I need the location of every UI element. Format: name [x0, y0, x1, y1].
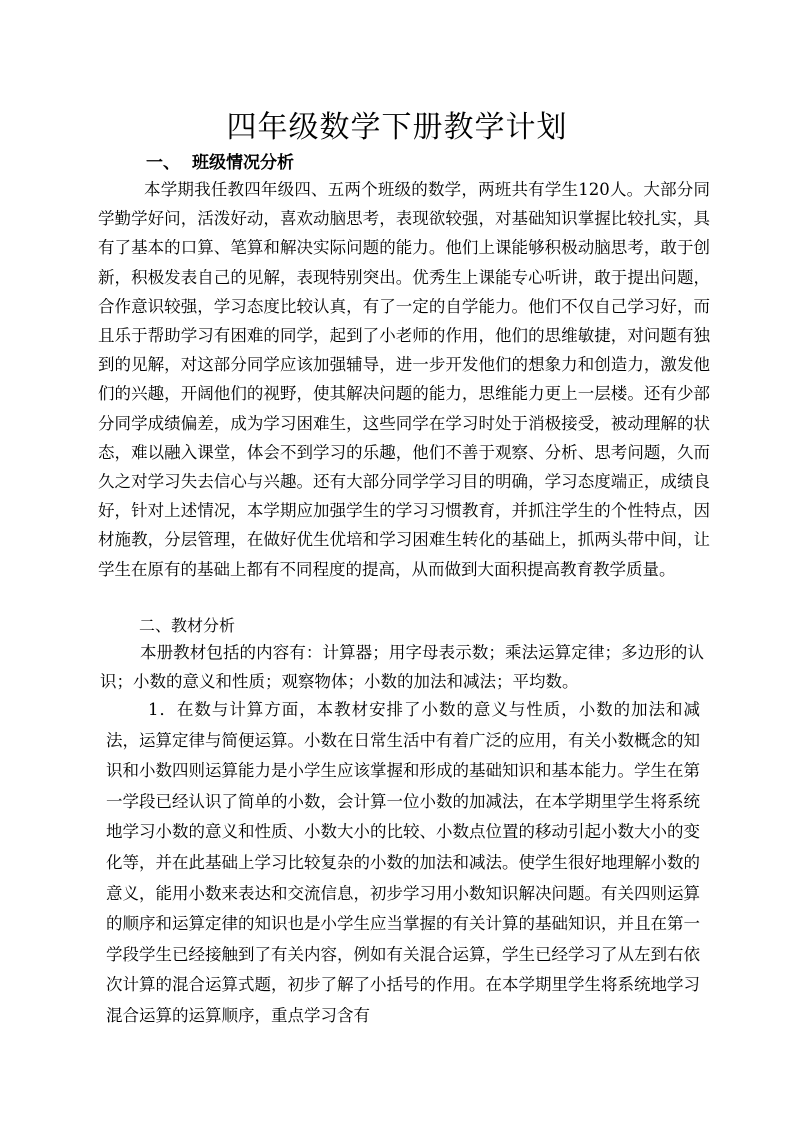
textbook-contents-paragraph: 本册教材包括的内容有：计算器；用字母表示数；乘法运算定律；多边形的认识；小数的意义和性质；观察物体；小数的加法和减法；平均数。 — [100, 643, 704, 692]
section-heading-text: 班级情况分析 — [192, 153, 294, 173]
section-heading-textbook-analysis: 二、教材分析 — [139, 616, 236, 635]
section-heading-class-analysis — [146, 150, 294, 176]
class-analysis-paragraph: 本学期我任教四年级四、五两个班级的数学，两班共有学生120人。大部分同学勤学好问，活泼好动，喜欢动脑思考，表现欲较强，对基础知识掌握比较扎实，具有了基本的口算、笔算和解决实际问题的能力。他们上课能够积极动脑思考，敢于创新，积极发表自己的见解，表现特别突出。优秀生上课能专心听讲，敢于提出问题，合作意识较强，学习态度比较认真，有了一定的自学能力。他们不仅自己学习好，而且乐于帮助学习有困难的同学，起到了小老师的作用，他们的思维敏捷，对问题有独到的见解，对这部分同学应该加强辅导，进一步开发他们的想象力和创造力，激发他们的兴趣，开阔他们的视野，使其解决问题的能力，思维能力更上一层楼。还有少部分同学成绩偏差，成为学习困难生，这些同学在学习时处于消极接受，被动理解的状态，难以融入课堂，体会不到学习的乐趣，他们不善于观察、分析、思考问题，久而久之对学习失去信心与兴趣。还有大部分同学学习目的明确，学习态度端正，成绩良好，针对上述情况，本学期应加强学生的学习习惯教育，并抓注学生的个性特点，因材施教，分层管理，在做好优生优培和学习困难生转化的基础上，抓两头带中间，让学生在原有的基础上都有不同程度的提高，从而做到大面积提高教育教学质量。 — [98, 180, 710, 579]
section-number: 一、 — [146, 153, 180, 173]
number-and-calculation-paragraph: 1．在数与计算方面，本教材安排了小数的意义与性质，小数的加法和减法，运算定律与简便运算。小数在日常生活中有着广泛的应用，有关小数概念的知识和小数四则运算能力是小学生应该掌握和形成的基础知识和基本能力。学生在第一学段已经认识了简单的小数，会计算一位小数的加减法，在本学期里学生将系统地学习小数的意义和性质、小数大小的比较、小数点位置的移动引起小数大小的变化等，并在此基础上学习比较复杂的小数的加法和减法。使学生很好地理解小数的意义，能用小数来表达和交流信息，初步学习用小数知识解决问题。有关四则运算的顺序和运算定律的知识也是小学生应当掌握的有关计算的基础知识，并且在第一学段学生已经接触到了有关内容，例如有关混合运算，学生已经学习了从左到右依次计算的混合运算式题，初步了解了小括号的作用。在本学期里学生将系统地学习混合运算的运算顺序，重点学习含有 — [106, 700, 700, 1025]
document-title: 四年级数学下册教学计划 — [226, 110, 568, 145]
